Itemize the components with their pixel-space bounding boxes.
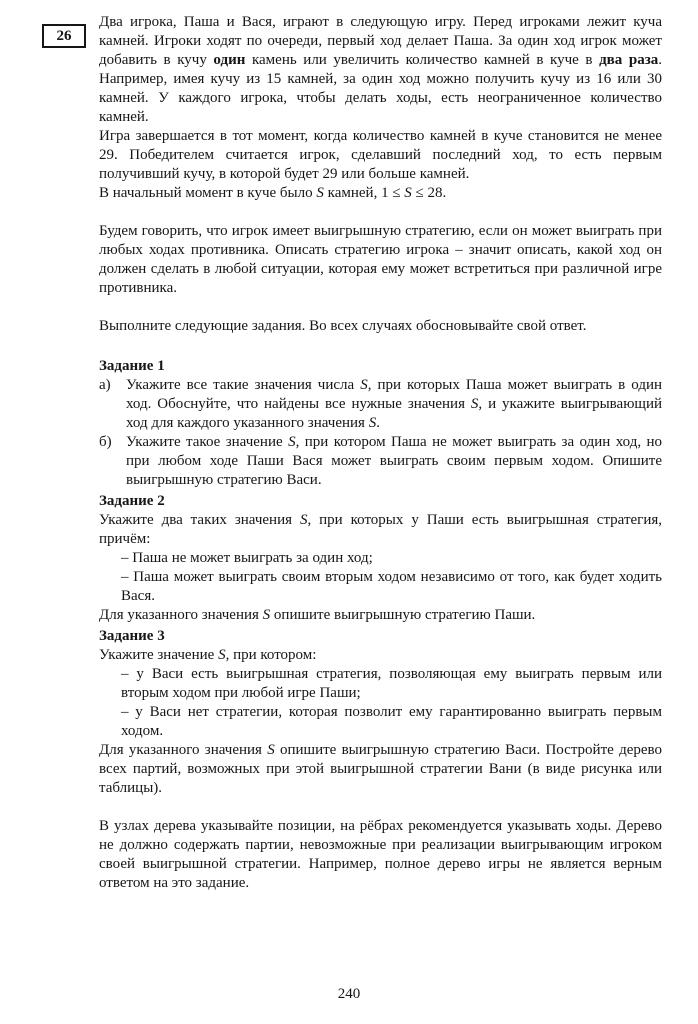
variable-s: S xyxy=(360,377,368,393)
variable-s: S xyxy=(288,434,296,450)
task3-heading: Задание 3 xyxy=(99,628,165,644)
intro-paragraph-3 xyxy=(99,184,662,203)
task3-condition-2: – у Васи нет стратегии, которая позволит ему гарантированно выиграть первым ходом. xyxy=(121,704,662,739)
task-text: , при которых Паша может выиграть в один ход. Обоснуйте, что найдены все нужные значения xyxy=(126,377,663,412)
problem-text xyxy=(99,13,662,893)
task2-heading: Задание 2 xyxy=(99,493,165,509)
task-text: Укажите такое значение xyxy=(126,434,289,450)
intro-text: камень или увеличить количество камней в куче в xyxy=(245,52,600,68)
task-text: , при котором: xyxy=(225,647,317,663)
intro-text: Два игрока, Паша и Вася, играют в следующую игру. Перед игроками лежит куча камней. Игроки ходят по очереди, первый ход делает Паша. За один ход игрок может добавить в кучу xyxy=(99,14,662,68)
variable-s: S xyxy=(368,415,377,431)
task-text: Для указанного значения xyxy=(99,742,268,758)
variable-s: S xyxy=(470,396,479,412)
task1-item-b xyxy=(99,433,662,490)
bold-one: один xyxy=(213,52,246,68)
variable-s: S xyxy=(262,607,271,623)
item-body xyxy=(126,376,662,433)
item-label: а) xyxy=(99,377,111,393)
intro-text: . Например, имея кучу из 15 камней, за один ход можно получить кучу из 16 или 30 камней. У каждого игрока, чтобы делать ходы, есть неограниченное количество камней. xyxy=(99,52,662,125)
variable-s: S xyxy=(316,185,324,201)
task2-text xyxy=(99,511,662,549)
task2-condition-2: – Паша может выиграть своим вторым ходом независимо от того, как будет ходить Вася. xyxy=(121,569,662,604)
variable-s: S xyxy=(267,742,275,758)
task-text: Укажите два таких значения xyxy=(99,512,300,528)
intro-paragraph-2: Игра завершается в тот момент, когда количество камней в куче становится не менее 29. Победителем считается игрок, сделавший последний ход, то есть первым получивший кучу, в которой будет 29 или больше камней. xyxy=(99,128,662,182)
bold-two-times: два раза xyxy=(599,52,659,68)
task3-final xyxy=(99,741,662,798)
task-text: . xyxy=(376,415,380,431)
tree-note: В узлах дерева указывайте позиции, на рёбрах рекомендуется указывать ходы. Дерево не должно содержать партии, невозможные при реализации выигрывающим игроком своей выигрышной стратегии. Например, полное дерево игры не является верным ответом на это задание. xyxy=(99,818,662,891)
variable-s: S xyxy=(299,512,308,528)
problem-number-box: 26 xyxy=(42,24,86,48)
task2-condition-1: – Паша не может выиграть за один ход; xyxy=(121,550,373,566)
task-text: Укажите значение xyxy=(99,647,219,663)
task-text: , при котором Паша не может выиграть за один ход, но при любом ходе Паши Вася может выиграть своим первым ходом. Опишите выигрышную стратегию Васи. xyxy=(126,434,663,488)
task-text: Укажите все такие значения числа xyxy=(126,377,361,393)
page-number: 240 xyxy=(337,986,361,1002)
intro-text: камней, 1 ≤ xyxy=(323,185,405,201)
item-body xyxy=(126,433,662,490)
task1-item-a xyxy=(99,376,662,433)
intro-text: ≤ 28. xyxy=(411,185,447,201)
item-label: б) xyxy=(99,434,112,450)
task1-heading: Задание 1 xyxy=(99,358,165,374)
variable-s: S xyxy=(404,185,412,201)
variable-s: S xyxy=(218,647,226,663)
task-text: опишите выигрышную стратегию Васи. Постройте дерево всех партий, возможных при этой выигрышной стратегии Вани (в виде рисунка или таблицы). xyxy=(99,742,662,796)
task2-final xyxy=(99,606,662,625)
task3-text xyxy=(99,646,662,665)
instruction: Выполните следующие задания. Во всех случаях обосновывайте свой ответ. xyxy=(99,318,587,334)
intro-paragraph-1 xyxy=(99,13,662,127)
strategy-definition: Будем говорить, что игрок имеет выигрышную стратегию, если он может выиграть при любых ходах противника. Описать стратегию игрока – значит описать, какой ход он должен сделать в любой ситуации, которая ему может встретиться при различной игре противника. xyxy=(99,223,662,296)
task-text: Для указанного значения xyxy=(99,607,263,623)
task-text: , при которых у Паши есть выигрышная стратегия, причём: xyxy=(99,512,662,547)
task-text: опишите выигрышную стратегию Паши. xyxy=(270,607,536,623)
task-text: , и укажите выигрывающий ход для каждого указанного значения xyxy=(126,396,663,431)
intro-text: В начальный момент в куче было xyxy=(99,185,317,201)
task3-condition-1: – у Васи есть выигрышная стратегия, позволяющая ему выиграть первым или вторым ходом при любой игре Паши; xyxy=(121,666,662,701)
